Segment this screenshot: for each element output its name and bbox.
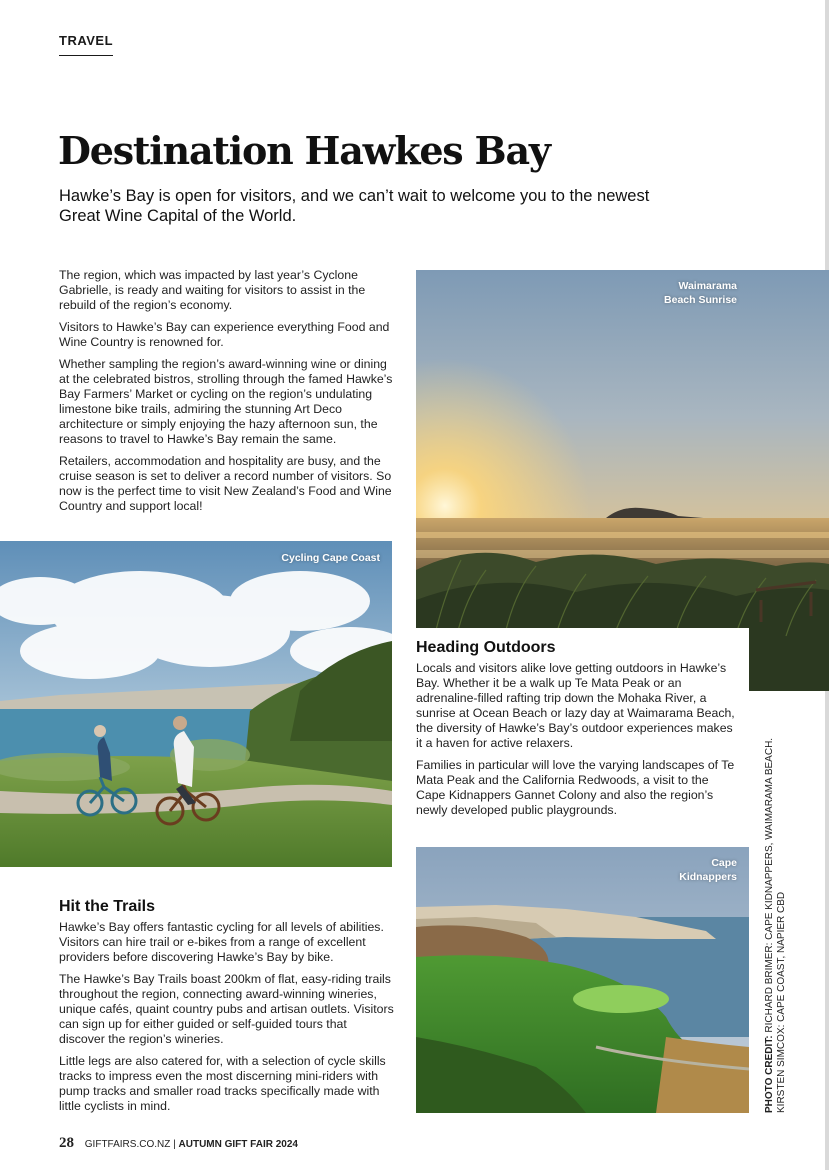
section-tag: TRAVEL — [59, 33, 113, 56]
photo-credit-line: RICHARD BRIMER: CAPE KIDNAPPERS, WAIMARAMA BEACH. — [764, 737, 775, 1033]
photo-credit-line: KIRSTEN SIMCOX: CAPE COAST, NAPIER CBD — [776, 891, 787, 1113]
footer-separator: | — [173, 1139, 176, 1150]
outdoors-heading: Heading Outdoors — [416, 639, 556, 656]
trails-paragraph: The Hawke’s Bay Trails boast 200km of flat, easy-riding trails throughout the region, connecting award-winning wineries, unique cafés, quaint country pubs and artisan outlets. Visitors can sign up for either guided or self-guided tours that discover the region’s wineries. — [59, 972, 394, 1046]
cape-photo-caption — [679, 856, 737, 884]
cycling-photo — [0, 541, 392, 867]
caption-line: Beach Sunrise — [664, 294, 737, 306]
trails-heading: Hit the Trails — [59, 898, 156, 915]
article-title: Destination Hawkes Bay — [58, 128, 550, 173]
photo-credit-label: PHOTO CREDIT: — [764, 1035, 775, 1113]
caption-line: Waimarama — [678, 280, 737, 292]
caption-line: Cape — [711, 857, 737, 869]
trails-section — [59, 899, 394, 1121]
trails-paragraph: Little legs are also catered for, with a selection of cycle skills tracks to impress even the most discerning mini-riders with pump tracks and smaller road tracks specifically made with little cyclists in mind. — [59, 1054, 386, 1113]
beach-photo-caption — [664, 279, 737, 307]
intro-text — [59, 268, 394, 521]
outdoors-section — [416, 640, 736, 825]
page-number: 28 — [59, 1135, 74, 1151]
photo-credit — [764, 737, 788, 1113]
footer-site: GIFTFAIRS.CO.NZ — [84, 1139, 171, 1150]
outdoors-paragraph: Families in particular will love the varying landscapes of Te Mata Peak and the California Redwoods, a visit to the Cape Kidnappers Gannet Colony and also the region’s newly developed public playgrounds. — [416, 758, 735, 817]
article-subtitle: Hawke’s Bay is open for visitors, and we can’t wait to welcome you to the newest Great Wine Capital of the World. — [59, 187, 650, 225]
intro-paragraph: Visitors to Hawke’s Bay can experience everything Food and Wine Country is renowned for. — [59, 320, 390, 349]
footer-publication: AUTUMN GIFT FAIR 2024 — [178, 1139, 298, 1150]
cape-kidnappers-image — [416, 847, 749, 1113]
caption-line: Kidnappers — [679, 871, 737, 883]
trails-paragraph: Hawke’s Bay offers fantastic cycling for all levels of abilities. Visitors can hire trail or e-bikes from a range of excellent providers before discovering Hawke’s Bay by bike. — [59, 920, 384, 964]
intro-paragraph: The region, which was impacted by last year’s Cyclone Gabrielle, is ready and waiting for visitors to assist in the rebuild of the region’s economy. — [59, 268, 366, 312]
cycling-image — [0, 541, 392, 867]
page-footer — [59, 1135, 298, 1152]
outdoors-paragraph: Locals and visitors alike love getting outdoors in Hawke’s Bay. Whether it be a walk up Te Mata Peak or an adrenaline-filled rafting trip down the Mohaka River, a sunrise at Ocean Beach or lazy day at Waimarama Beach, the diversity of Hawke’s Bay’s outdoor experiences makes it a haven for active relaxers. — [416, 661, 735, 750]
cape-kidnappers-photo — [416, 847, 749, 1113]
cycling-photo-caption: Cycling Cape Coast — [281, 552, 380, 564]
intro-paragraph: Retailers, accommodation and hospitality are busy, and the cruise season is set to deliver a record number of visitors. So now is the perfect time to visit New Zealand’s Food and Wine Country and support local! — [59, 454, 392, 513]
intro-paragraph: Whether sampling the region’s award-winning wine or dining at the celebrated bistros, strolling through the famed Hawke’s Bay Farmers’ Market or cycling on the region’s undulating limestone bike trails, admiring the stunning Art Deco architecture or simply enjoying the hazy afternoon sun, the reasons to travel to Hawke’s Bay remain the same. — [59, 357, 393, 446]
